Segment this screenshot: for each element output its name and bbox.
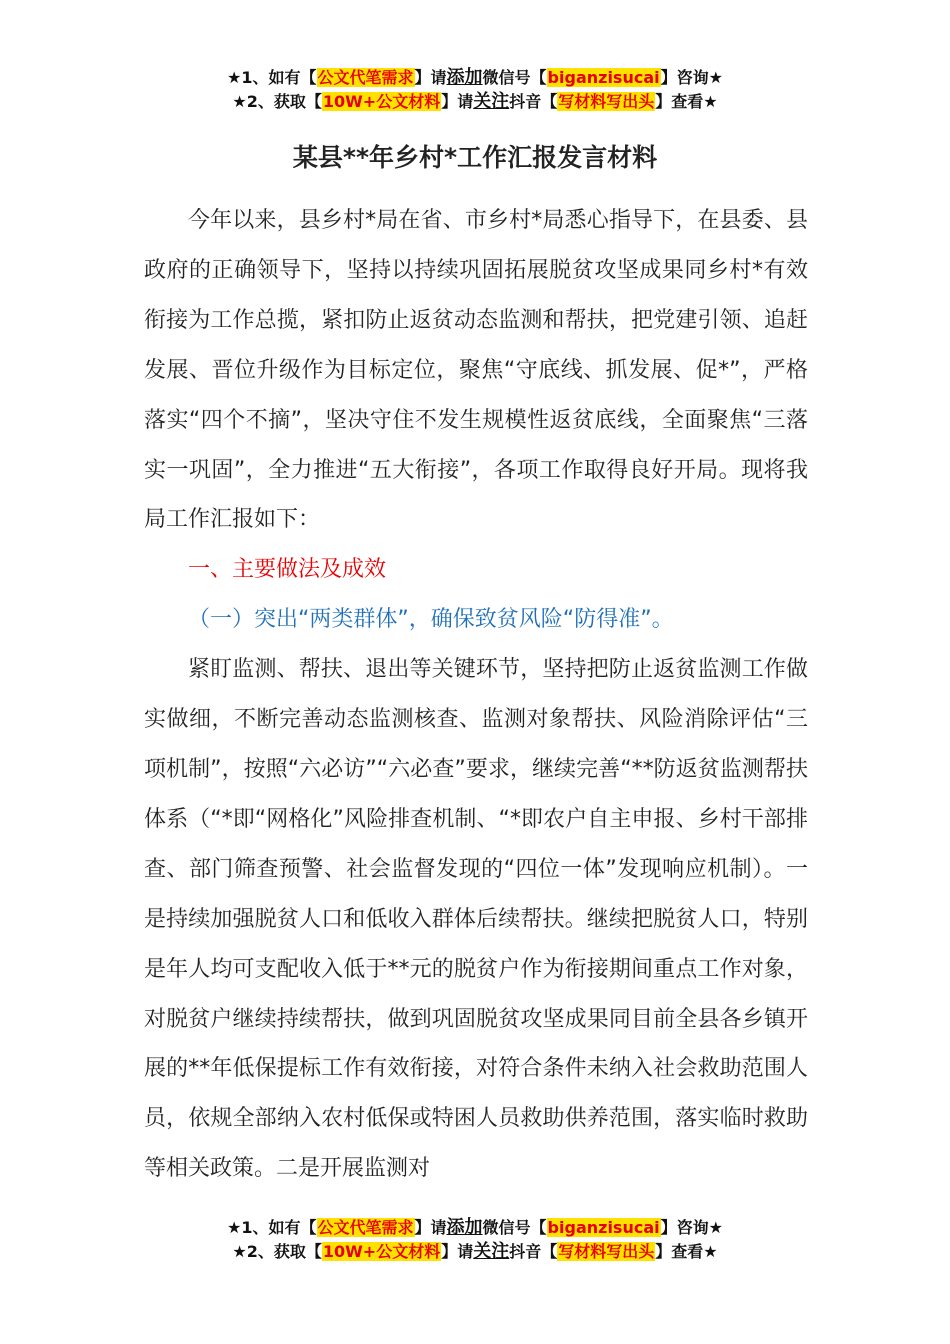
promo-line-2: ★2、获取【10W+公文材料】请关注抖音【写材料写出头】查看★ bbox=[232, 1241, 718, 1262]
promo-line-1: ★1、如有【公文代笔需求】请添加微信号【biganzisucai】咨询★ bbox=[227, 1217, 723, 1238]
highlight-wechat-id: biganzisucai bbox=[547, 1218, 660, 1237]
promo-banner-bottom bbox=[0, 1216, 950, 1264]
promo-banner-top bbox=[0, 66, 950, 114]
paragraph-monitoring: 紧盯监测、帮扶、退出等关键环节，坚持把防止返贫监测工作做实做细，不断完善动态监测核查、监测对象帮扶、风险消除评估“三项机制”，按照“六必访”“六必查”要求，继续完善“**防返贫监测帮扶体系（“*即“网格化”风险排查机制、“*即农户自主申报、乡村干部排查、部门筛查预警、社会监督发现的“四位一体”发现响应机制）。一是持续加强脱贫人口和低收入群体后续帮扶。继续把脱贫人口，特别是年人均可支配收入低于**元的脱贫户作为衔接期间重点工作对象，对脱贫户继续持续帮扶，做到巩固脱贫攻坚成果同目前全县各乡镇开展的**年低保提标工作有效衔接，对符合条件未纳入社会救助范围人员，依规全部纳入农村低保或特困人员救助供养范围，落实临时救助等相关政策。二是开展监测对 bbox=[144, 657, 808, 1182]
heading-level-2: （一）突出“两类群体”，确保致贫风险“防得准”。 bbox=[188, 607, 674, 633]
underlined-follow: 关注 bbox=[473, 91, 510, 112]
highlight-service: 公文代笔需求 bbox=[317, 68, 414, 87]
document-body bbox=[144, 196, 808, 1194]
promo-line-1: ★1、如有【公文代笔需求】请添加微信号【biganzisucai】咨询★ bbox=[227, 67, 723, 88]
highlight-service: 公文代笔需求 bbox=[317, 1218, 414, 1237]
underlined-follow: 关注 bbox=[473, 1241, 510, 1262]
highlight-wechat-id: biganzisucai bbox=[547, 68, 660, 87]
underlined-add: 添加 bbox=[446, 1217, 483, 1238]
highlight-douyin: 写材料写出头 bbox=[558, 92, 655, 111]
underlined-add: 添加 bbox=[446, 67, 483, 88]
document-title: 某县**年乡村*工作汇报发言材料 bbox=[292, 143, 658, 172]
highlight-douyin: 写材料写出头 bbox=[558, 1242, 655, 1261]
highlight-materials: 10W+公文材料 bbox=[322, 1242, 441, 1261]
heading-level-1: 一、主要做法及成效 bbox=[188, 557, 387, 583]
paragraph-intro: 今年以来，县乡村*局在省、市乡村*局悉心指导下，在县委、县政府的正确领导下，坚持以持续巩固拓展脱贫攻坚成果同乡村*有效衔接为工作总揽，紧扣防止返贫动态监测和帮扶，把党建引领、追赶发展、晋位升级作为目标定位，聚焦“守底线、抓发展、促*”，严格落实“四个不摘”，坚决守住不发生规模性返贫底线，全面聚焦“三落实一巩固”，全力推进“五大衔接”，各项工作取得良好开局。现将我局工作汇报如下： bbox=[144, 208, 808, 533]
promo-line-2: ★2、获取【10W+公文材料】请关注抖音【写材料写出头】查看★ bbox=[232, 91, 718, 112]
highlight-materials: 10W+公文材料 bbox=[322, 92, 441, 111]
